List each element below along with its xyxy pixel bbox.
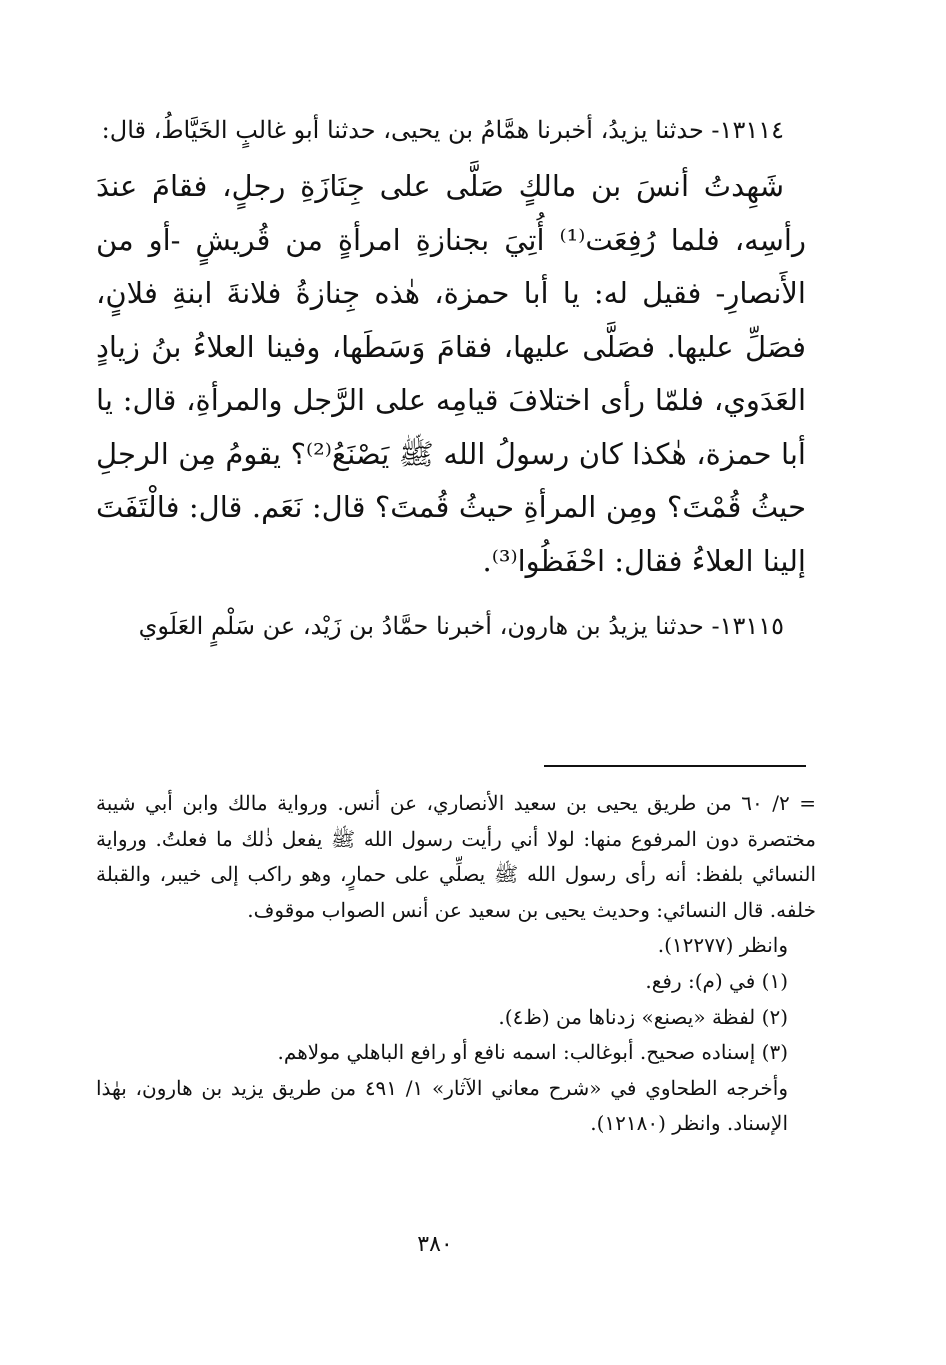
footnote-3-continued: وأخرجه الطحاوي في «شرح معاني الآثار» ١/ ٤٩١ من طريق يزيد بن هارون، بهٰذا الإسناد. وانظر (١٢١٨٠). — [96, 1075, 788, 1136]
footnote-separator — [544, 765, 806, 767]
page-number: ٣٨٠ — [417, 1232, 453, 1257]
hadith-13115-header: ١٣١١٥- حدثنا يزيدُ بن هارون، أخبرنا حمَّادُ بن زَيْد، عن سَلْمٍ العَلَوي — [138, 612, 784, 640]
footnote-2: (٢) لفظة «يصنع» زدناها من (ظ٤). — [498, 1004, 788, 1029]
hadith-13114-header — [96, 110, 806, 150]
footnote-continuation: = ٢/ ٦٠ من طريق يحيى بن سعيد الأنصاري، عن أنس. ورواية مالك وابن أبي شيبة مختصرة دون المرفوع منها: لولا أني رأيت رسول الله ﷺ يفعل ذٰلك ما فعلتُ. ورواية النسائي بلفظ: أنه رأى رسول الله ﷺ يصلِّي على حمارٍ، وهو راكب إلى خيبر، والقبلة خلفه. قال النسائي: وحديث يحيى بن سعيد عن أنس الصواب موقوف. — [96, 791, 816, 922]
hadith-13114-matn: شَهِدتُ أنسَ بن مالكٍ صَلَّى على جِنَازَةِ رجلٍ، فقامَ عندَ رأسِه، فلما رُفِعَت⁽¹⁾ أُتِيَ بجنازةِ امرأةٍ من قُريشٍ -أو من الأَنصارِ- فقيل له: يا أبا حمزة، هٰذه جِنازةُ فلانةَ ابنةِ فلانٍ، فصَلِّ عليها. فصَلَّى عليها، فقامَ وَسَطَها، وفينا العلاءُ بنُ زيادٍ العَدَوي، فلمّا رأى اختلافَ قيامِه على الرَّجل والمرأةِ، قال: يا أبا حمزة، هٰكذا كان رسولُ الله ﷺ يَصْنَعُ⁽²⁾؟ يقومُ مِن الرجلِ حيثُ قُمْتَ؟ ومِن المرأةِ حيثُ قُمتَ؟ قال: نَعَم. قال: فالْتَفَتَ إلينا العلاءُ فقال: احْفَظُوا⁽³⁾. — [96, 169, 806, 578]
main-text — [96, 110, 806, 646]
footnote-see-also: وانظر (١٢٢٧٧). — [657, 933, 788, 958]
footnote-3: (٣) إسناده صحيح. أبوغالب: اسمه نافع أو رافع الباهلي مولاهم. — [277, 1040, 788, 1065]
hadith-13114-isnad: ١٣١١٤- حدثنا يزيدُ، أخبرنا همَّامُ بن يحيى، حدثنا أبو غالبٍ الخَيَّاطُ، قال: — [101, 116, 784, 144]
footnote-1: (١) في (م): رفع. — [645, 968, 788, 993]
footnotes — [96, 786, 816, 1142]
